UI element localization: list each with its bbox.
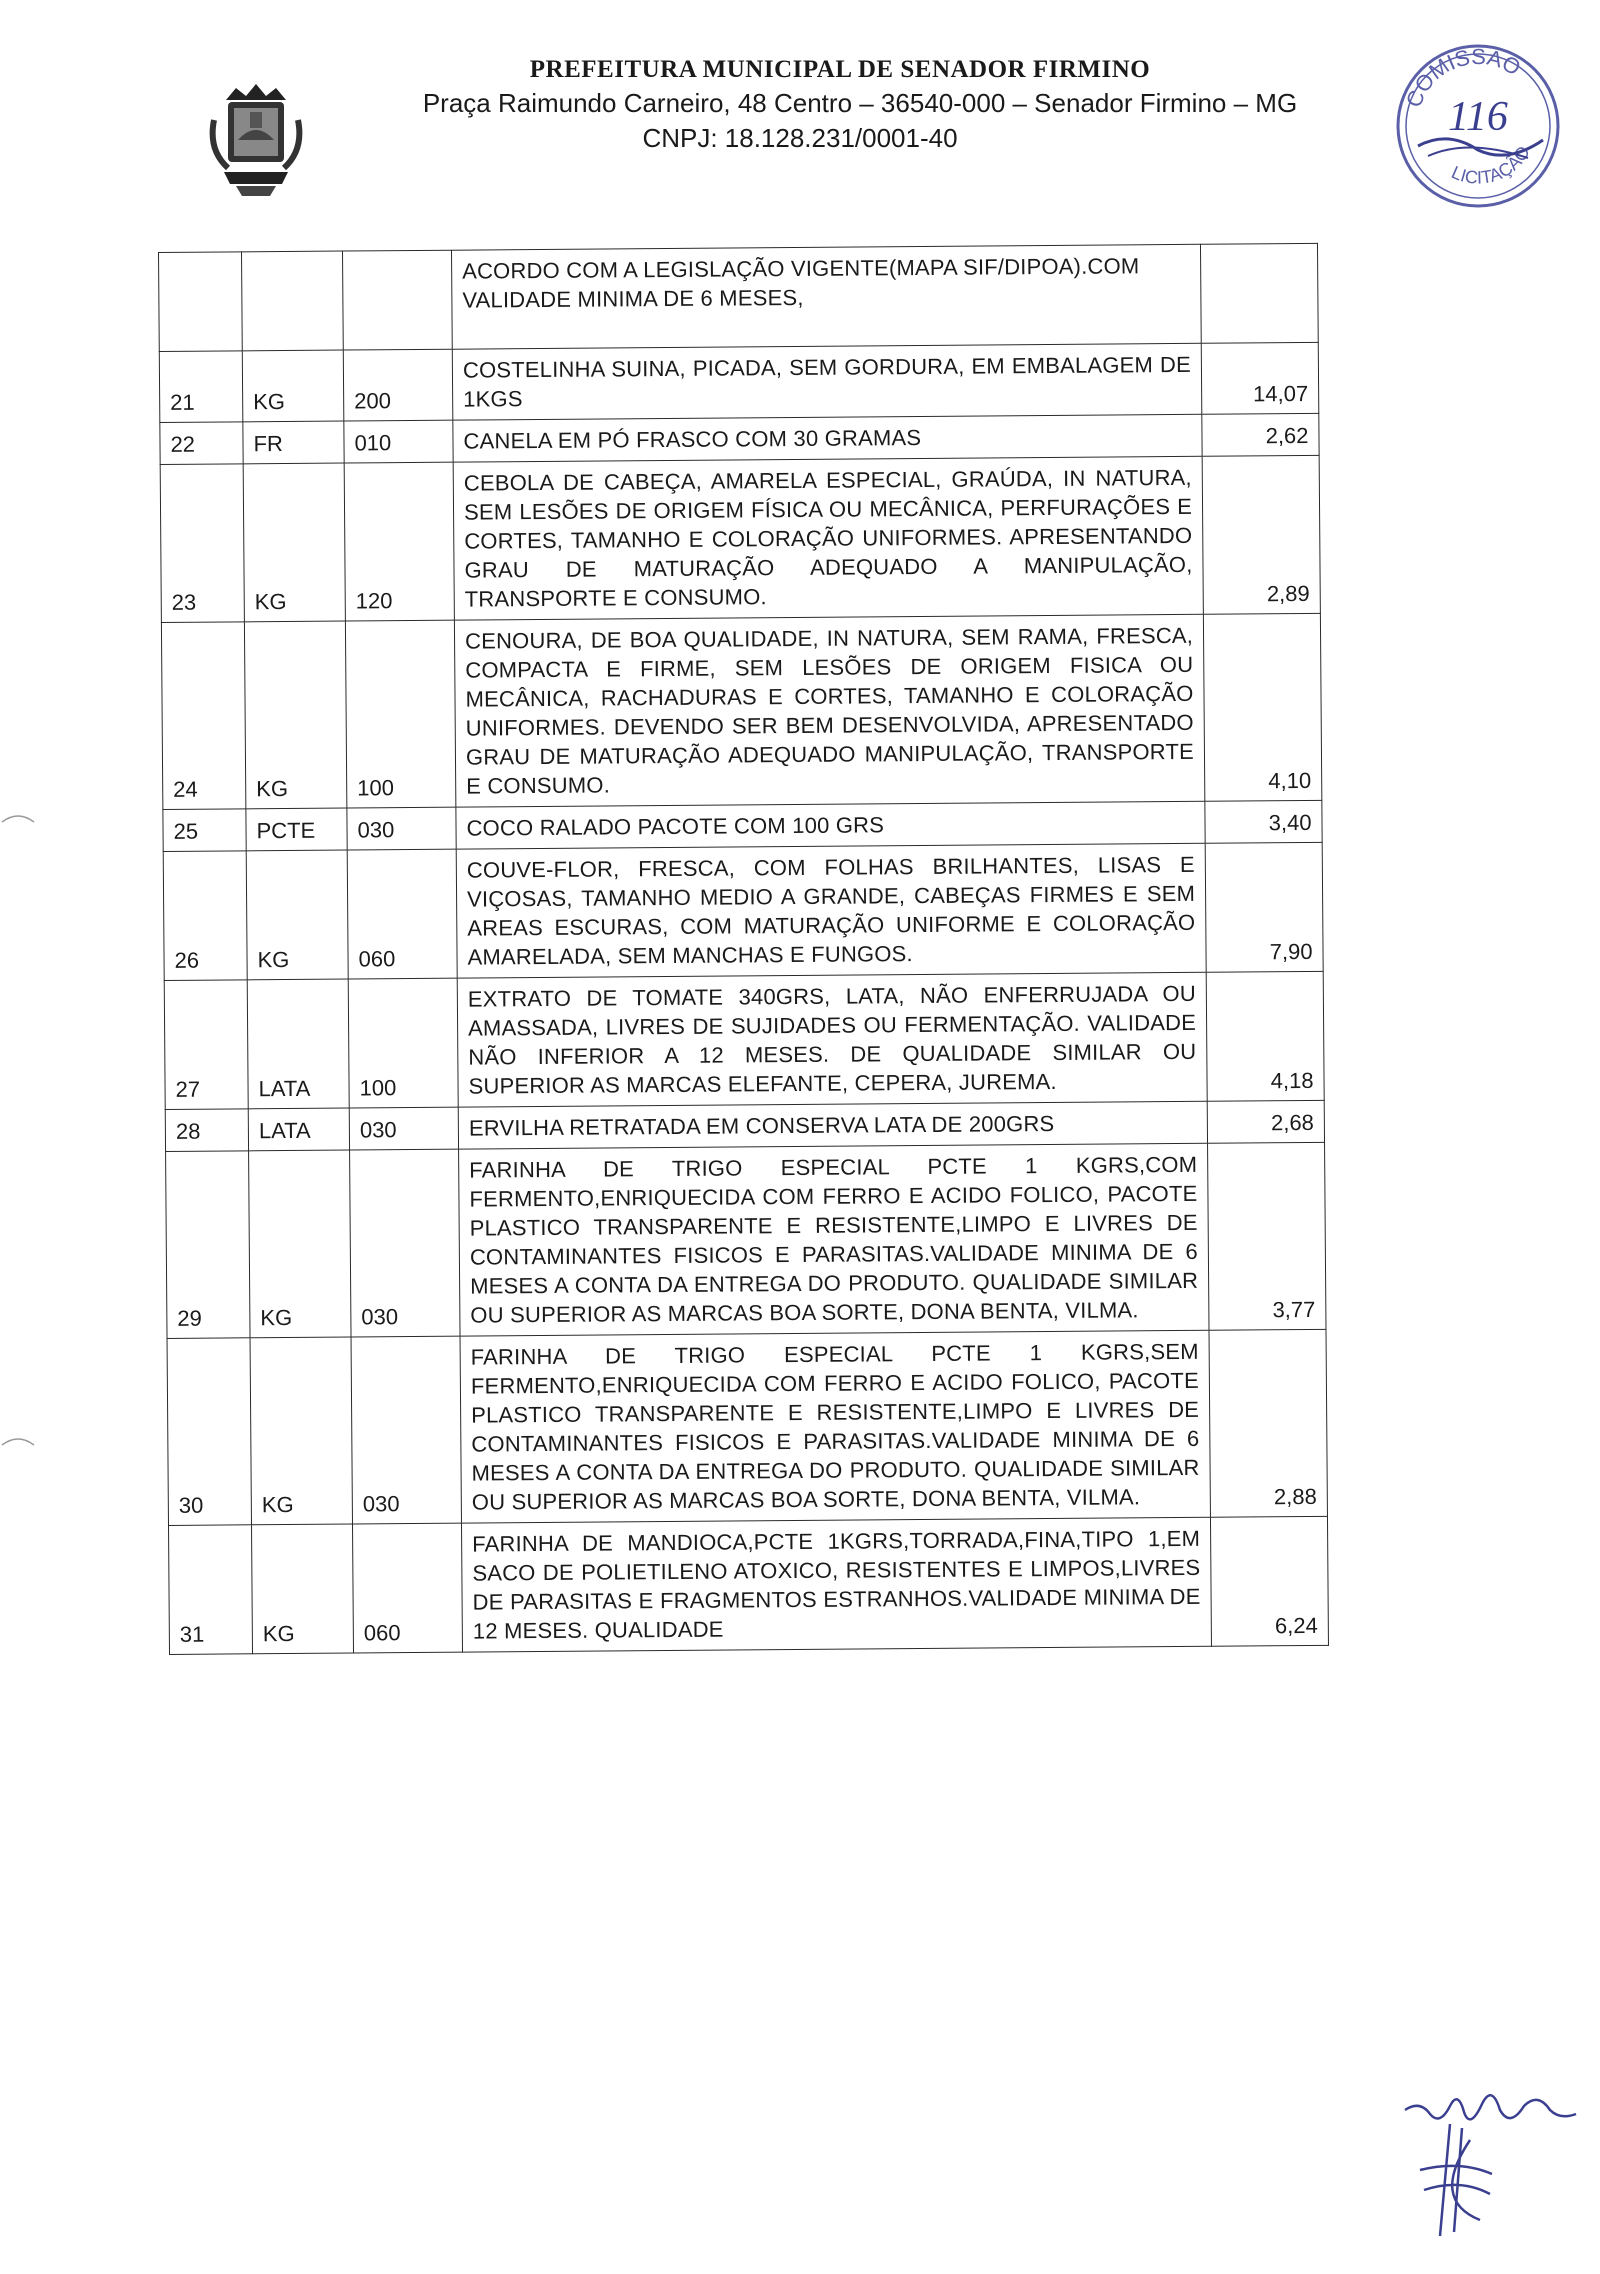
item-number-cell: 27 xyxy=(164,980,248,1110)
commission-stamp xyxy=(1378,34,1578,214)
unit-cell: FR xyxy=(243,421,344,464)
items-table-body xyxy=(159,243,1329,1654)
organization-address: Praça Raimundo Carneiro, 48 Centro – 36540-000 – Senador Firmino – MG xyxy=(422,88,1298,118)
item-number-cell: 31 xyxy=(169,1525,253,1655)
continuation-line: ACORDO COM A LEGISLAÇÃO VIGENTE(MAPA SIF/DIPOA).COM xyxy=(462,253,1140,284)
quantity-cell xyxy=(342,250,452,350)
description-cell: CENOURA, DE BOA QUALIDADE, IN NATURA, SEM RAMA, FRESCA, COMPACTA E FIRME, SEM LESÕES DE ORIGEM FISICA OU MECÂNICA, RACHADURAS E CORTES, TAMANHO E COLORAÇÃO UNIFORMES. DEVENDO SER BEM DESENVOLVIDA, APRESENTADO GRAU DE MATURAÇÃO ADEQUADO MANIPULAÇÃO, TRANSPORTE E CONSUMO. xyxy=(454,614,1204,807)
items-table xyxy=(158,243,1329,1655)
description-cell: EXTRATO DE TOMATE 340GRS, LATA, NÃO ENFERRUJADA OU AMASSADA, LIVRES DE SUJIDADES OU FERMENTAÇÃO. VALIDADE NÃO INFERIOR A 12 MESES. DE QUALIDADE SIMILAR OU SUPERIOR AS MARCAS ELEFANTE, CEPERA, JUREMA. xyxy=(457,972,1207,1107)
table-row xyxy=(161,613,1321,809)
price-cell: 3,77 xyxy=(1208,1142,1326,1330)
description-cell: FARINHA DE TRIGO ESPECIAL PCTE 1 KGRS,SEM FERMENTO,ENRIQUECIDA COM FERRO E ACIDO FOLICO, PACOTE PLASTICO TRANSPARENTE E RESISTENTE,LIMPO E LIVRES DE CONTAMINANTES FISICOS E PARASITAS.VALIDADE MINIMA DE 6 MESES A CONTA DA ENTREGA DO PRODUTO. QUALIDADE SIMILAR OU SUPERIOR AS MARCAS BOA SORTE, DONA BENTA, VILMA. xyxy=(460,1330,1210,1523)
table-row xyxy=(163,842,1323,980)
item-number-cell: 28 xyxy=(165,1109,248,1152)
continuation-line: VALIDADE MINIMA DE 6 MESES, xyxy=(462,284,804,313)
quantity-cell: 030 xyxy=(351,1336,461,1524)
description-cell: FARINHA DE MANDIOCA,PCTE 1KGRS,TORRADA,FINA,TIPO 1,EM SACO DE POLIETILENO ATOXICO, RESISTENTES E LIMPOS,LIVRES DE PARASITAS E FRAGMENTOS ESTRANHOS.VALIDADE MINIMA DE 12 MESES. QUALIDADE xyxy=(461,1517,1211,1652)
quantity-cell: 100 xyxy=(345,620,455,808)
price-cell: 2,62 xyxy=(1202,413,1319,456)
table-row xyxy=(167,1329,1327,1525)
item-number-cell: 24 xyxy=(161,622,245,810)
table-row xyxy=(169,1516,1329,1654)
item-number-cell: 21 xyxy=(159,351,243,423)
price-cell: 2,88 xyxy=(1209,1329,1327,1517)
price-cell: 4,10 xyxy=(1203,613,1321,801)
price-cell: 6,24 xyxy=(1210,1516,1328,1646)
organization-name: PREFEITURA MUNICIPAL DE SENADOR FIRMINO xyxy=(529,56,1151,83)
description-cell: CEBOLA DE CABEÇA, AMARELA ESPECIAL, GRAÚDA, IN NATURA, SEM LESÕES DE ORIGEM FÍSICA OU MECÂNICA, PERFURAÇÕES E CORTES, TAMANHO E COLORAÇÃO UNIFORMES. APRESENTANDO GRAU DE MATURAÇÃO ADEQUADO A MANIPULAÇÃO, TRANSPORTE E CONSUMO. xyxy=(453,456,1203,620)
quantity-cell: 100 xyxy=(348,978,458,1108)
item-number-cell: 26 xyxy=(163,851,247,981)
description-cell: ERVILHA RETRATADA EM CONSERVA LATA DE 200GRS xyxy=(458,1101,1207,1149)
signature-rubric xyxy=(1410,2120,1500,2240)
stamp-top-text: COMISSÃO xyxy=(1400,43,1526,111)
price-cell xyxy=(1200,243,1318,343)
price-cell: 2,68 xyxy=(1207,1100,1324,1143)
item-number-cell: 29 xyxy=(166,1151,250,1339)
table-row xyxy=(166,1142,1326,1338)
unit-cell: KG xyxy=(251,1524,353,1654)
item-number-cell: 23 xyxy=(160,464,244,623)
table-row xyxy=(159,342,1319,422)
table-row-continuation xyxy=(159,243,1319,351)
unit-cell: KG xyxy=(243,463,345,622)
unit-cell: LATA xyxy=(247,979,349,1109)
unit-cell: KG xyxy=(242,350,344,422)
description-cell: FARINHA DE TRIGO ESPECIAL PCTE 1 KGRS,COM FERMENTO,ENRIQUECIDA COM FERRO E ACIDO FOLICO, PACOTE PLASTICO TRANSPARENTE E RESISTENTE,LIMPO E LIVRES DE CONTAMINANTES FISICOS E PARASITAS.VALIDADE MINIMA DE 6 MESES A CONTA DA ENTREGA DO PRODUTO. QUALIDADE SIMILAR OU SUPERIOR AS MARCAS BOA SORTE, DONA BENTA, VILMA. xyxy=(459,1143,1209,1336)
unit-cell: KG xyxy=(249,1150,351,1338)
price-cell: 4,18 xyxy=(1206,971,1324,1101)
item-number-cell: 30 xyxy=(167,1338,251,1526)
quantity-cell: 120 xyxy=(344,462,454,621)
unit-cell: KG xyxy=(244,621,346,809)
description-cell: COSTELINHA SUINA, PICADA, SEM GORDURA, EM EMBALAGEM DE 1KGS xyxy=(452,343,1202,420)
description-cell xyxy=(451,244,1201,349)
quantity-cell: 200 xyxy=(343,349,453,421)
item-number-cell: 22 xyxy=(160,422,243,465)
items-table-container xyxy=(158,252,1318,1655)
description-cell: CANELA EM PÓ FRASCO COM 30 GRAMAS xyxy=(453,414,1202,462)
item-number-cell: 25 xyxy=(163,809,246,852)
punch-mark xyxy=(0,1435,36,1447)
letterhead xyxy=(380,56,1380,154)
price-cell: 7,90 xyxy=(1205,842,1323,972)
unit-cell xyxy=(242,251,344,351)
price-cell: 3,40 xyxy=(1205,800,1322,843)
item-number-cell xyxy=(159,252,243,352)
unit-cell: KG xyxy=(246,850,348,980)
unit-cell: KG xyxy=(250,1337,352,1525)
quantity-cell: 010 xyxy=(344,420,453,463)
table-row xyxy=(160,455,1320,622)
quantity-cell: 060 xyxy=(347,849,457,979)
quantity-cell: 030 xyxy=(350,1149,460,1337)
organization-cnpj: CNPJ: 18.128.231/0001-40 xyxy=(642,123,958,153)
price-cell: 14,07 xyxy=(1201,342,1319,414)
quantity-cell: 060 xyxy=(352,1523,462,1653)
table-row xyxy=(164,971,1324,1109)
quantity-cell: 030 xyxy=(347,807,456,850)
unit-cell: LATA xyxy=(248,1108,349,1151)
unit-cell: PCTE xyxy=(246,808,347,851)
quantity-cell: 030 xyxy=(349,1107,458,1150)
price-cell: 2,89 xyxy=(1202,455,1320,614)
description-cell: COUVE-FLOR, FRESCA, COM FOLHAS BRILHANTES, LISAS E VIÇOSAS, TAMANHO MEDIO A GRANDE, CABEÇAS FIRMES E SEM AREAS ESCURAS, COM MATURAÇÃO UNIFORME E COLORAÇÃO AMARELADA, SEM MANCHAS E FUNGOS. xyxy=(456,843,1206,978)
punch-mark xyxy=(0,812,36,824)
description-cell: COCO RALADO PACOTE COM 100 GRS xyxy=(456,801,1205,849)
stamp-bottom-text: LICITAÇÃO xyxy=(1448,142,1534,188)
stamp-page-number: 116 xyxy=(1448,94,1508,140)
